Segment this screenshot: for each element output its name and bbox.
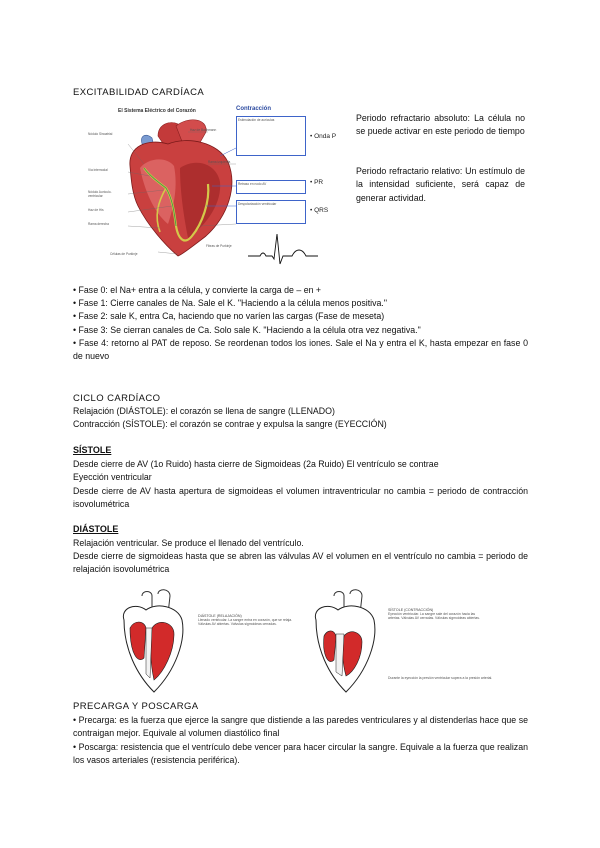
fase-2: • Fase 2: sale K, entra Ca, haciendo que no varíen las cargas (Fase de meseta) [73,311,385,321]
section-title-excitabilidad: EXCITABILIDAD CARDÍACA [73,87,205,98]
label-nodulo-sinoatrial: Nódulo Sinoatrial [88,132,113,136]
precarga-item: • Precarga: es la fuerza que ejerce la sangre que distiende a las paredes ventriculares y al distenderlas hace que se contraigan mejor. Equivale al volumen diastólico final [73,715,528,739]
ciclo-relajacion: Relajación (DIÁSTOLE): el corazón se llena de sangre (LLENADO) [73,406,335,416]
section-title-diastole: DIÁSTOLE [73,524,119,534]
sistole-line-2: Eyección ventricular [73,472,152,482]
heart-diastole-illustration [112,588,192,718]
section-title-ciclo: CICLO CARDÍACO [73,393,161,404]
pr-label: • PR [310,179,324,186]
callout-box-onda-p: Estimulación de aurículas [236,116,306,156]
systole-bottom-caption: Durante la eyección la presión ventricular supera a la presión arterial. [388,676,493,680]
diastole-caption-text: Llenado ventricular. La sangre entra en corazón, que se relaja. Válvulas AV abiertas. Válvulas sigmoideas cerradas. [198,618,293,626]
systole-caption [388,608,488,620]
systole-caption-title: SÍSTOLE (CONTRACCIÓN) [388,608,434,612]
fase-1: • Fase 1: Cierre canales de Na. Sale el K. "Haciendo a la célula menos positiva." [73,298,387,308]
callout-box-pr: Retraso en nodo AV [236,180,306,194]
ecg-trace [248,232,318,268]
label-celulas-purkinje: Células de Purkinje [110,252,138,256]
label-haz-his: Haz de His [88,208,104,212]
refractario-relativo-text: Periodo refractario relativo: Un estímulo de la intensidad suficiente, será capaz de generar actividad. [356,166,525,203]
qrs-label: • QRS [310,207,329,214]
label-via-internodal: Vía internodal [88,168,108,172]
fase-3: • Fase 3: Se cierran canales de Ca. Solo sale K. "Haciendo a la célula otra vez negativa." [73,325,421,335]
contraccion-label: Contracción [236,106,272,112]
sistole-line-1: Desde cierre de AV (1o Ruido) hasta cierre de Sigmoideas (2a Ruido) El ventrículo se contrae [73,459,439,469]
poscarga-item: • Poscarga: resistencia que el ventrículo debe vencer para hacer circular la sangre. Equivale a la fuerza que realizan los vasos arteriales (resistencia periférica). [73,742,528,766]
label-fibras-purkinje: Fibras de Purkinje [206,244,232,248]
fase-4: • Fase 4: retorno al PAT de reposo. Se reordenan todos los iones. Sale el Na y entra el K, hasta empezar en fase 0 de nuevo [73,338,528,362]
label-haz-bachmann: Haz de Bachmann [190,128,217,132]
section-title-precarga: PRECARGA Y POSCARGA [73,701,199,712]
fase-0: • Fase 0: el Na+ entra a la célula, y convierte la carga de – en + [73,285,322,295]
heart-systole-illustration [304,588,384,718]
figure-title: El Sistema Eléctrico del Corazón [118,108,196,114]
label-nodulo-av: Nódulo Aurículo-ventricular [88,190,112,198]
systole-caption-text: Eyección ventricular. La sangre sale del corazón hacia las arterias. Válvulas AV cerradas. Válvulas sigmoideas abiertas. [388,612,480,620]
sistole-line-3: Desde cierre de AV hasta apertura de sigmoideas el volumen intraventricular no cambia = periodo de contracción isovolumétrica [73,486,528,510]
ciclo-contraccion: Contracción (SÍSTOLE): el corazón se contrae y expulsa la sangre (EYECCIÓN) [73,419,387,429]
onda-p-label: • Onda P [310,133,337,140]
label-rama-derecha: Rama derecha [88,222,109,226]
diastole-caption [198,614,298,626]
label-rama-izquierda: Rama izquierda [208,160,231,164]
diastole-caption-title: DIÁSTOLE (RELAJACIÓN) [198,614,242,618]
section-title-sistole: SÍSTOLE [73,445,112,455]
heart-electrical-figure [88,106,338,268]
callout-box-qrs: Despolarización ventricular [236,200,306,224]
refractario-absoluto-text: Periodo refractario absoluto: La célula no se puede activar en este periodo de tiempo [356,113,525,137]
diastole-line-1: Relajación ventricular. Se produce el llenado del ventrículo. [73,538,304,548]
diastole-line-2: Desde cierre de sigmoideas hasta que se abren las válvulas AV el volumen en el ventrículo no cambia = periodo de relajación isovolumétrica [73,551,528,575]
